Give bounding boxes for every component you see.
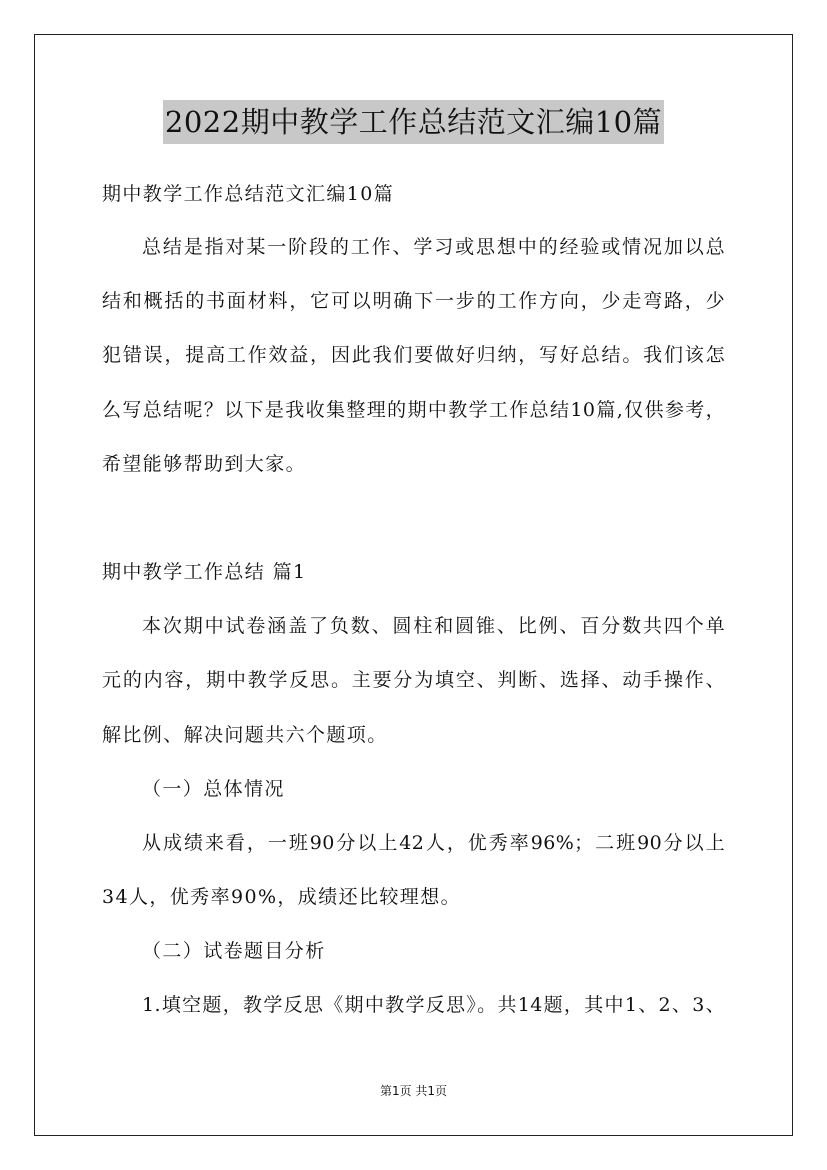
title-container — [0, 100, 827, 144]
intro-line-4: 么写总结呢？以下是我收集整理的期中教学工作总结10篇,仅供参考， — [102, 399, 725, 421]
intro-line-5: 希望能够帮助到大家。 — [102, 453, 307, 475]
page-footer: 第1页 共1页 — [379, 1084, 448, 1098]
document-subtitle: 期中教学工作总结范文汇编10篇 — [102, 183, 395, 205]
analysis-line-1: 1.填空题，教学反思《期中教学反思》。共14题，其中1、2、3、 — [142, 994, 725, 1016]
section-paragraph-line-1: 本次期中试卷涵盖了负数、圆柱和圆锥、比例、百分数共四个单 — [142, 615, 725, 637]
overall-line-1: 从成绩来看，一班90分以上42人，优秀率96%；二班90分以上 — [142, 832, 725, 854]
intro-line-3: 犯错误，提高工作效益，因此我们要做好归纳，写好总结。我们该怎 — [102, 344, 725, 366]
subheading-analysis: （二）试卷题目分析 — [142, 940, 326, 962]
section-heading: 期中教学工作总结 篇1 — [102, 561, 307, 583]
intro-line-1: 总结是指对某一阶段的工作、学习或思想中的经验或情况加以总 — [142, 236, 725, 258]
section-paragraph-line-2: 元的内容，期中教学反思。主要分为填空、判断、选择、动手操作、 — [102, 669, 725, 691]
intro-line-2: 结和概括的书面材料，它可以明确下一步的工作方向，少走弯路，少 — [102, 290, 725, 312]
subheading-overall: （一）总体情况 — [142, 778, 285, 800]
document-title: 2022期中教学工作总结范文汇编10篇 — [163, 100, 664, 144]
section-paragraph-line-3: 解比例、解决问题共六个题项。 — [102, 724, 388, 746]
overall-line-2: 34人，优秀率90%，成绩还比较理想。 — [102, 886, 462, 908]
